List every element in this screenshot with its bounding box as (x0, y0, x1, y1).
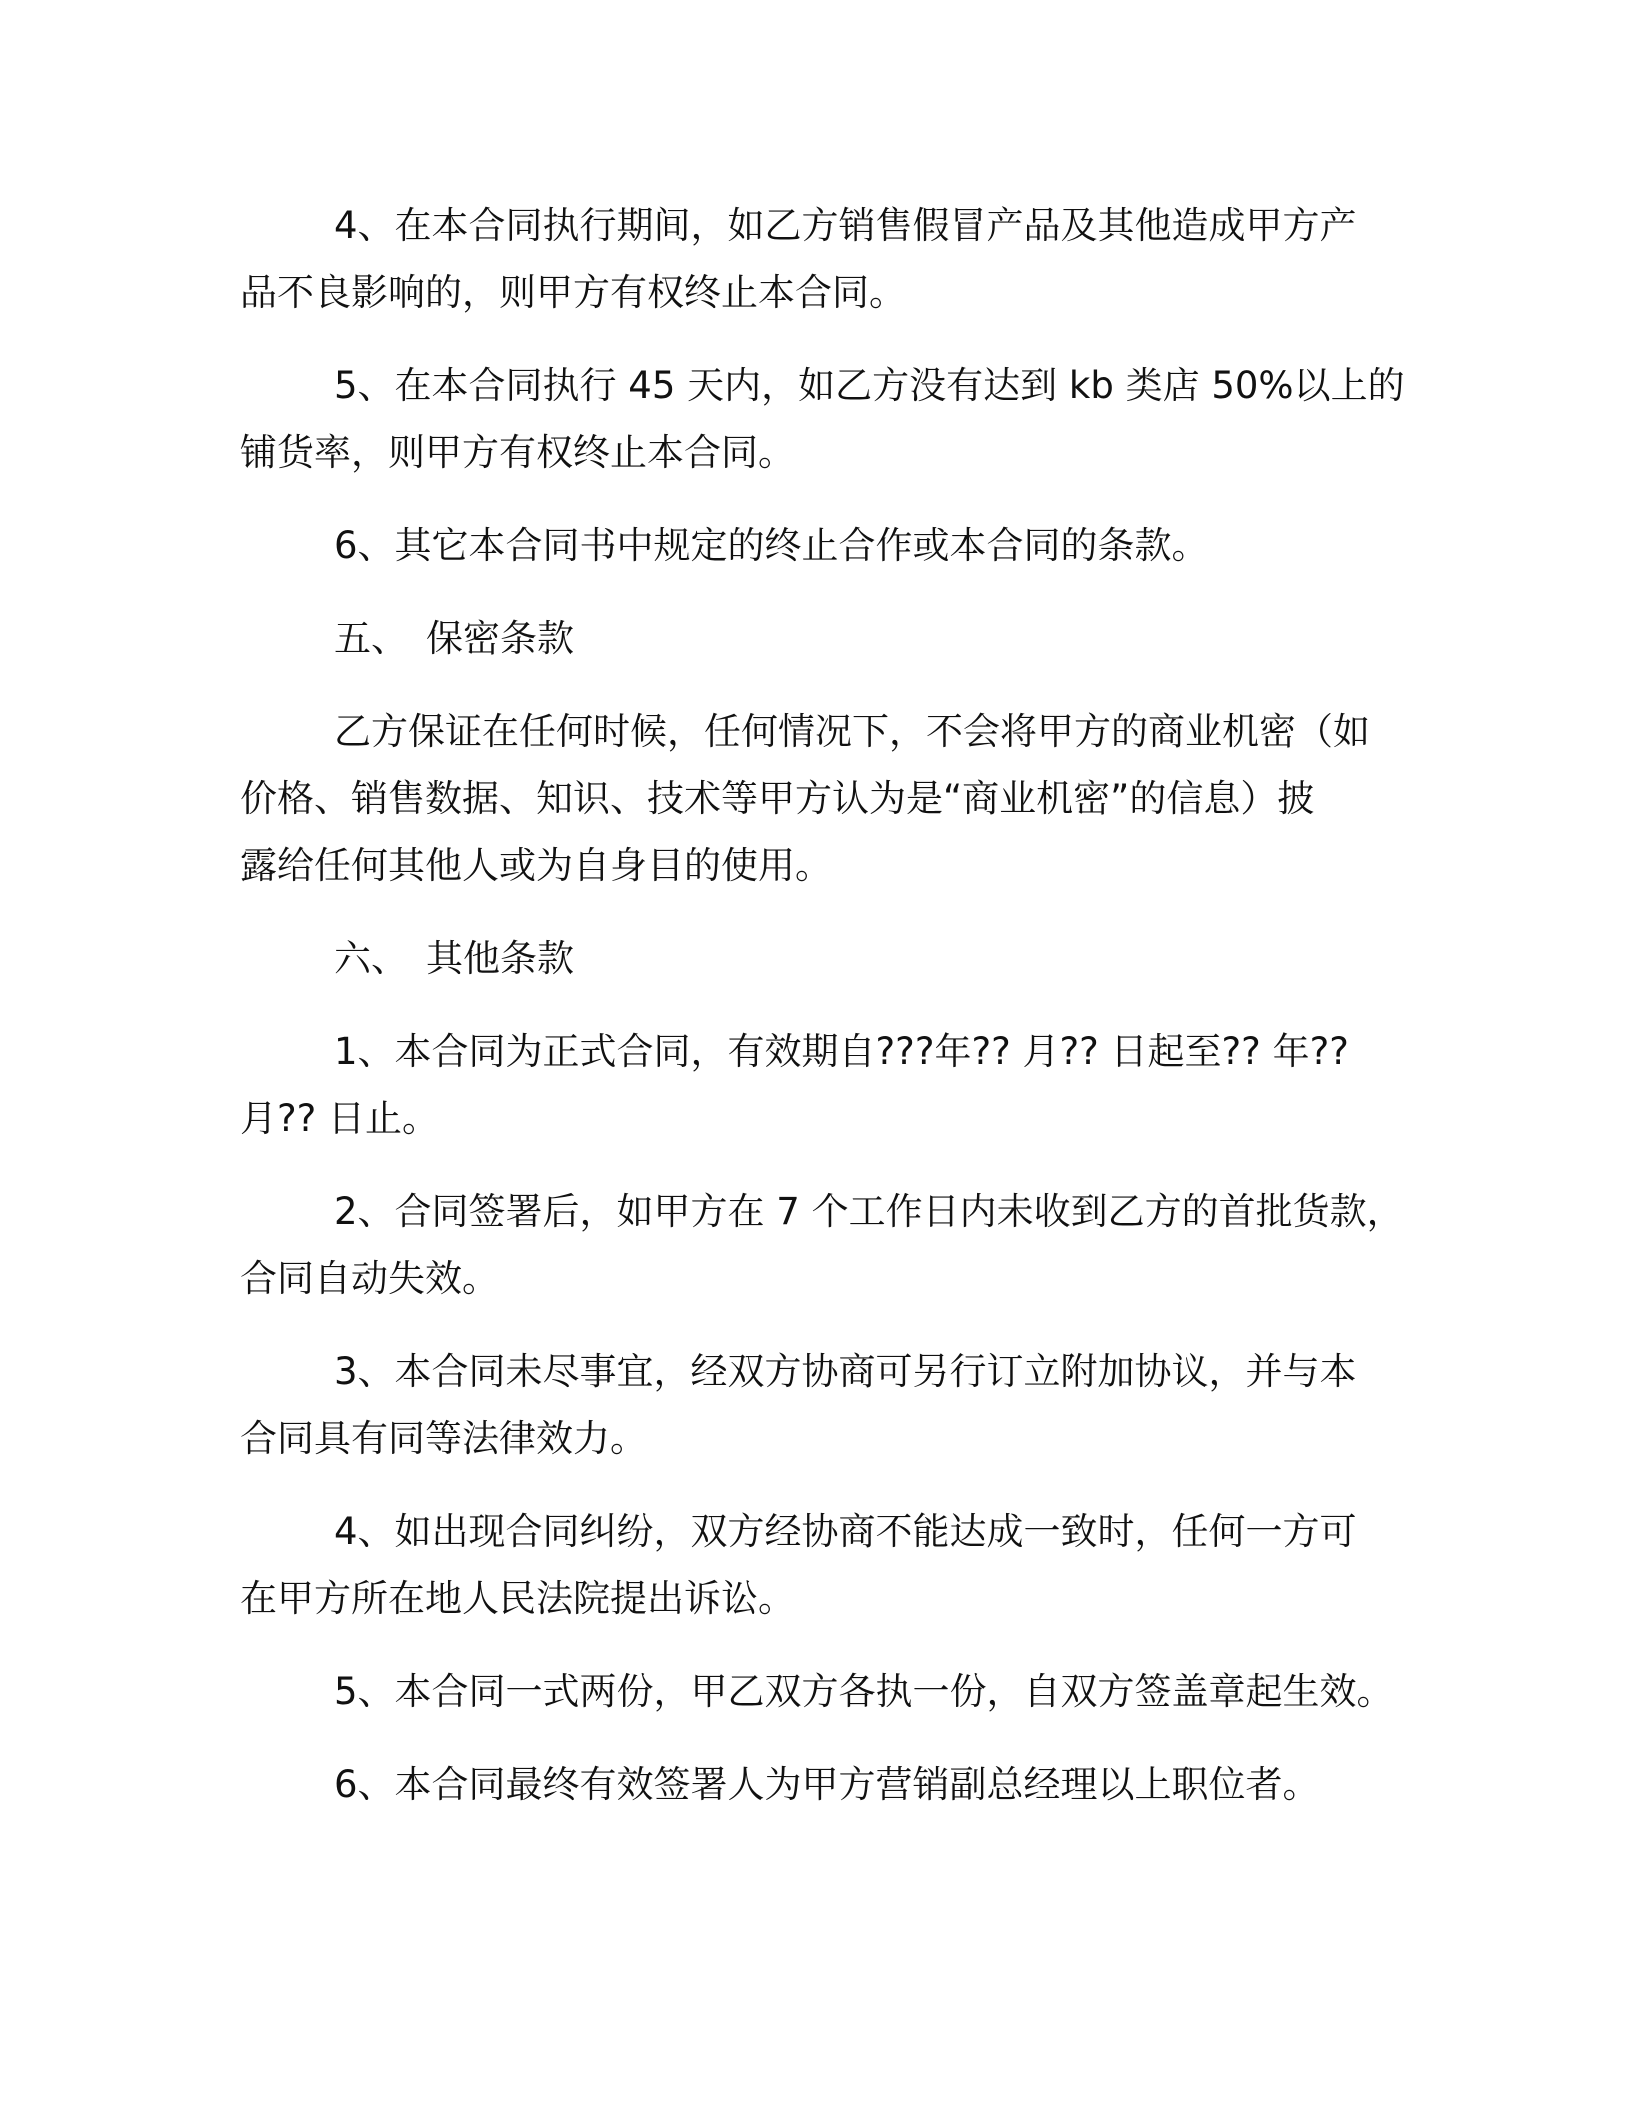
text-line: 6、本合同最终有效签署人为甲方营销副总经理以上职位者。 (334, 1763, 1320, 1806)
paragraph-termination-5 (240, 352, 1405, 486)
text-line: 5、本合同一式两份，甲乙双方各执一份，自双方签盖章起生效。 (334, 1670, 1394, 1713)
paragraph-other-1 (240, 1018, 1390, 1152)
text-line: 价格、销售数据、知识、技术等甲方认为是“商业机密”的信息）披 (240, 777, 1315, 820)
text-line: 品不良影响的，则甲方有权终止本合同。 (240, 271, 906, 314)
text-line: 露给任何其他人或为自身目的使用。 (240, 844, 832, 887)
text-line: 1、本合同为正式合同，有效期自???年?? 月?? 日起至?? 年?? (334, 1030, 1349, 1073)
text-line: 乙方保证在任何时候，任何情况下，不会将甲方的商业机密（如 (334, 710, 1370, 753)
text-line: 5、在本合同执行 45 天内，如乙方没有达到 kb 类店 50%以上的 (334, 364, 1405, 407)
document-body (240, 192, 1405, 1844)
section-heading-confidentiality (240, 605, 1390, 672)
paragraph-other-6 (240, 1751, 1390, 1818)
paragraph-other-2 (240, 1178, 1404, 1312)
paragraph-confidentiality (240, 698, 1390, 899)
paragraph-other-4 (240, 1498, 1390, 1632)
text-line: 合同具有同等法律效力。 (240, 1417, 647, 1460)
text-line: 铺货率，则甲方有权终止本合同。 (240, 431, 795, 474)
paragraph-other-5 (240, 1658, 1394, 1725)
text-line: 在甲方所在地人民法院提出诉讼。 (240, 1577, 795, 1620)
text-line: 4、如出现合同纠纷，双方经协商不能达成一致时，任何一方可 (334, 1510, 1357, 1553)
section-title: 保密条款 (426, 617, 574, 660)
text-line: 月?? 日止。 (240, 1097, 440, 1140)
text-line: 2、合同签署后，如甲方在 7 个工作日内未收到乙方的首批货款， (334, 1190, 1404, 1233)
paragraph-termination-6 (240, 512, 1390, 579)
paragraph-termination-4 (240, 192, 1390, 326)
section-number: 五、 (334, 617, 408, 660)
section-number: 六、 (334, 937, 408, 980)
text-line: 4、在本合同执行期间，如乙方销售假冒产品及其他造成甲方产 (334, 204, 1357, 247)
text-line: 合同自动失效。 (240, 1257, 499, 1300)
paragraph-other-3 (240, 1338, 1390, 1472)
text-line: 6、其它本合同书中规定的终止合作或本合同的条款。 (334, 524, 1209, 567)
section-heading-other-terms (240, 925, 1390, 992)
section-title: 其他条款 (426, 937, 574, 980)
text-line: 3、本合同未尽事宜，经双方协商可另行订立附加协议，并与本 (334, 1350, 1357, 1393)
